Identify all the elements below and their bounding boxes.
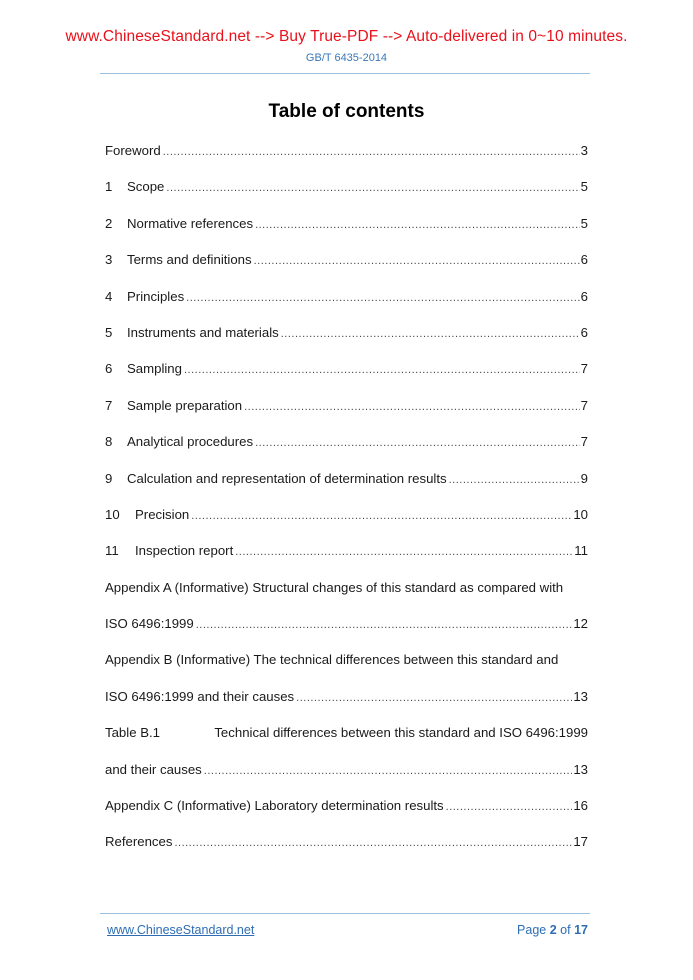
dot-leader <box>254 254 580 269</box>
toc-entry-text: Calculation and representation of determination results <box>127 470 447 486</box>
dot-leader <box>186 291 579 306</box>
toc-entry-inspection-report[interactable] <box>105 543 588 579</box>
toc-entry-number: 10 <box>105 506 120 522</box>
dot-leader <box>163 145 580 160</box>
toc-entry-text: Appendix A (Informative) Structural changes of this standard as compared with <box>105 579 564 595</box>
toc-entry-page: 6 <box>580 252 588 268</box>
toc-entry-text: Appendix C (Informative) Laboratory determination results <box>105 798 444 814</box>
toc-entry-text: Appendix B (Informative) The technical differences between this standard and <box>105 652 559 668</box>
toc-entry-table-b1-cont[interactable] <box>105 762 588 798</box>
dot-leader <box>281 327 580 342</box>
toc-entry-precision[interactable] <box>105 507 588 543</box>
toc-title: Table of contents <box>268 101 425 122</box>
toc-entry-text: Precision <box>135 506 190 522</box>
toc-entry-text: ISO 6496:1999 and their causes <box>105 688 295 704</box>
toc-entry-appendix-c[interactable] <box>105 798 588 834</box>
dot-leader <box>296 691 572 706</box>
toc-entry-page: 6 <box>580 324 588 340</box>
toc-entry-text: Normative references <box>127 215 254 231</box>
dot-leader <box>244 400 580 415</box>
footer-divider <box>100 913 590 914</box>
toc-entry-number: 8 <box>105 434 113 450</box>
toc-entry-page: 3 <box>580 143 588 158</box>
toc-entry-text: Principles <box>127 288 185 304</box>
toc-entry-calculation[interactable] <box>105 471 588 507</box>
page-of: of <box>560 923 571 937</box>
dot-leader <box>174 836 572 851</box>
dot-leader <box>255 436 580 451</box>
page-indicator <box>517 923 588 937</box>
toc-entry-analytical-procedures[interactable] <box>105 434 588 470</box>
toc-entry-text: Sample preparation <box>127 397 243 413</box>
dot-leader <box>446 800 573 815</box>
toc-entry-page: 16 <box>573 798 588 814</box>
toc-entry-number: 3 <box>105 252 113 268</box>
toc-entry-appendix-b-cont[interactable] <box>105 689 588 725</box>
dot-leader <box>184 363 580 378</box>
toc-entry-page: 5 <box>580 215 588 231</box>
toc-entry-text: Sampling <box>127 361 182 377</box>
toc-entry-sample-preparation[interactable] <box>105 398 588 434</box>
toc-entry-appendix-a-cont[interactable] <box>105 616 588 652</box>
toc-entry-number: 7 <box>105 397 113 413</box>
toc-entry-number: 9 <box>105 470 113 486</box>
toc-entry-page: 9 <box>580 470 588 486</box>
toc-entry-text: Terms and definitions <box>127 252 252 268</box>
toc-entry-sampling[interactable] <box>105 361 588 397</box>
toc-entry-page: 11 <box>574 543 588 559</box>
toc-entry-label: Table B.1 <box>105 725 160 741</box>
dot-leader <box>196 618 573 633</box>
toc-entry-page: 10 <box>573 506 588 522</box>
toc-entry-number: 11 <box>105 543 119 559</box>
dot-leader <box>166 181 579 196</box>
toc-entry-page: 7 <box>580 397 588 413</box>
toc-entry-scope[interactable] <box>105 179 588 215</box>
toc-entry-principles[interactable] <box>105 289 588 325</box>
toc-entry-page: 12 <box>573 616 588 632</box>
toc-entry-page: 6 <box>580 288 588 304</box>
toc-entry-text: Technical differences between this standard and ISO 6496:1999 <box>214 725 588 741</box>
toc-entry-references[interactable] <box>105 834 588 870</box>
dot-leader <box>449 473 580 488</box>
toc-entry-table-b1[interactable] <box>105 725 588 761</box>
toc-entry-number: 2 <box>105 215 113 231</box>
toc-entry-number: 1 <box>105 179 113 195</box>
dot-leader <box>191 509 572 524</box>
toc-entry-page: 17 <box>573 834 588 850</box>
toc-entry-page: 7 <box>580 361 588 377</box>
toc-entry-appendix-a[interactable] <box>105 580 588 616</box>
toc-entry-text: ISO 6496:1999 <box>105 616 194 632</box>
toc-entry-instruments-materials[interactable] <box>105 325 588 361</box>
toc-entry-number: 4 <box>105 288 113 304</box>
standard-code: GB/T 6435-2014 <box>305 52 388 64</box>
dot-leader <box>255 218 580 233</box>
dot-leader <box>204 764 573 779</box>
page-prefix: Page <box>517 923 547 937</box>
toc-list <box>105 143 588 871</box>
toc-entry-text: Foreword <box>105 143 161 158</box>
footer-link[interactable]: www.ChineseStandard.net <box>107 923 255 937</box>
toc-entry-normative-references[interactable] <box>105 216 588 252</box>
toc-entry-page: 5 <box>580 179 588 195</box>
page-total: 17 <box>574 923 588 937</box>
toc-entry-text: Scope <box>127 179 165 195</box>
toc-entry-number: 6 <box>105 361 113 377</box>
toc-entry-foreword[interactable] <box>105 143 588 179</box>
page-current: 2 <box>549 923 557 937</box>
promo-banner[interactable]: www.ChineseStandard.net --> Buy True-PDF --> Auto-delivered in 0~10 minutes. <box>65 28 628 45</box>
toc-entry-terms-definitions[interactable] <box>105 252 588 288</box>
toc-entry-text: and their causes <box>105 761 202 777</box>
toc-entry-page: 13 <box>573 688 588 704</box>
toc-entry-text: References <box>105 834 173 850</box>
toc-entry-page: 7 <box>580 434 588 450</box>
toc-entry-text: Analytical procedures <box>127 434 254 450</box>
toc-entry-appendix-b[interactable] <box>105 652 588 688</box>
toc-entry-page: 13 <box>573 761 588 777</box>
toc-entry-number: 5 <box>105 324 113 340</box>
toc-entry-text: Instruments and materials <box>127 324 279 340</box>
toc-entry-text: Inspection report <box>135 543 234 559</box>
header-divider <box>100 73 590 74</box>
dot-leader <box>235 545 573 560</box>
